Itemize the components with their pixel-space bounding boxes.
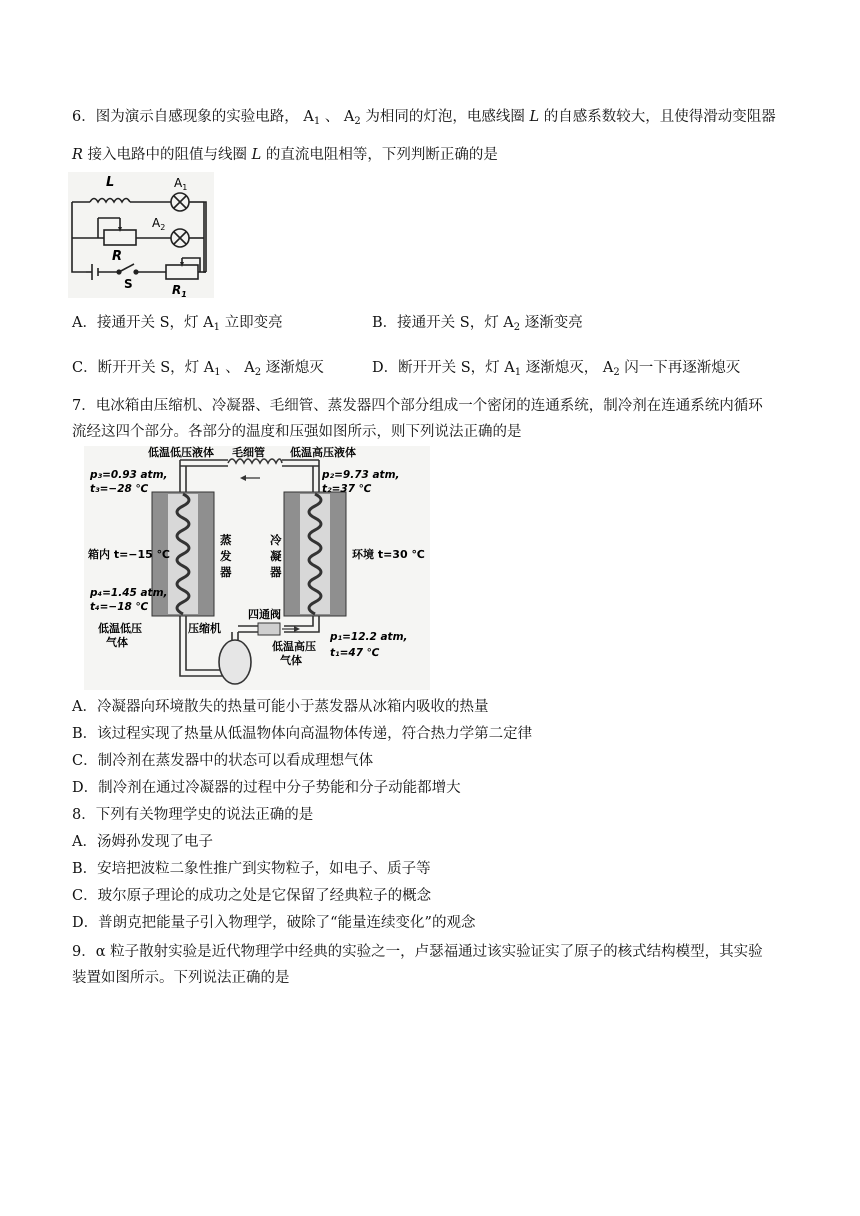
q7-option-d: D．制冷剂在通过冷凝器的过程中分子势能和分子动能都增大	[72, 780, 461, 796]
q7-label-p1: p₁=12.2 atm,	[330, 631, 408, 643]
q8-option-b: B．安培把波粒二象性推广到实物粒子，如电子、质子等	[72, 861, 431, 877]
q7-option-a: A．冷凝器向环境散失的热量可能小于蒸发器从冰箱内吸收的热量	[72, 699, 489, 715]
q9-stem-line1: 9．α 粒子散射实验是近代物理学中经典的实验之一，卢瑟福通过该实验证实了原子的核式结构模型，其实验	[72, 944, 763, 960]
q7-label-four-way-valve: 四通阀	[248, 608, 281, 621]
q7-label-inside: 箱内 t=−15 ℃	[88, 548, 170, 561]
q7-label-low-high-gas-2: 气体	[280, 654, 302, 667]
q7-label-evap-2: 发	[220, 549, 232, 563]
q7-label-p4: p₄=1.45 atm,	[90, 587, 168, 599]
q8-option-a: A．汤姆孙发现了电子	[72, 834, 213, 850]
q7-label-low-low-gas-1: 低温低压	[98, 622, 142, 635]
q6-fig-A2: $A_2$	[152, 216, 166, 232]
q7-label-low-high-liquid: 低温高压液体	[290, 446, 356, 459]
q6-option-c: C．断开开关 S，灯 $A_1$ 、 $A_2$ 逐渐熄灭	[72, 360, 324, 378]
q7-label-t1: t₁=47 ℃	[330, 647, 380, 659]
q6-option-b: B．接通开关 S，灯 $A_2$ 逐渐变亮	[372, 315, 583, 333]
q6-fig-S: S	[124, 277, 133, 291]
q7-label-cond-1: 冷	[270, 533, 282, 547]
q6-fig-A1: $A_1$	[174, 176, 188, 192]
q7-label-capillary: 毛细管	[232, 446, 265, 459]
q7-label-low-low-liquid: 低温低压液体	[148, 446, 214, 459]
q7-label-p2: p₂=9.73 atm,	[322, 469, 400, 481]
q6-stem-line1: 6．图为演示自感现象的实验电路， $A_1$ 、 $A_2$ 为相同的灯泡，电感线圈 L 的自感系数较大，且使得滑动变阻器	[72, 109, 776, 127]
q6-fig-R: R	[112, 249, 123, 264]
q7-label-evap-3: 器	[220, 565, 232, 579]
q7-refrigerator-diagram	[84, 446, 430, 690]
q6-fig-L: L	[106, 175, 115, 190]
q7-label-p3: p₃=0.93 atm,	[90, 469, 168, 481]
q7-label-low-low-gas-2: 气体	[106, 636, 128, 649]
q7-label-compressor: 压缩机	[188, 622, 221, 635]
q7-label-cond-3: 器	[270, 565, 282, 579]
q6-option-d: D．断开开关 S，灯 $A_1$ 逐渐熄灭， $A_2$ 闪一下再逐渐熄灭	[372, 360, 741, 378]
q7-option-b: B．该过程实现了热量从低温物体向高温物体传递，符合热力学第二定律	[72, 726, 533, 742]
q6-fig-R1: $R_1$	[172, 283, 187, 298]
q7-stem-line1: 7．电冰箱由压缩机、冷凝器、毛细管、蒸发器四个部分组成一个密闭的连通系统，制冷剂在连通系统内循环	[72, 398, 763, 414]
q7-label-env: 环境 t=30 ℃	[352, 548, 425, 561]
q7-label-t2: t₂=37 ℃	[322, 483, 372, 495]
q7-label-evap-1: 蒸	[220, 533, 232, 547]
q6-circuit-diagram	[68, 172, 214, 298]
q7-label-t4: t₄=−18 ℃	[90, 601, 149, 613]
q8-option-c: C．玻尔原子理论的成功之处是它保留了经典粒子的概念	[72, 888, 432, 904]
q9-stem-line2: 装置如图所示。下列说法正确的是	[72, 970, 290, 986]
q7-option-c: C．制冷剂在蒸发器中的状态可以看成理想气体	[72, 753, 374, 769]
q7-stem-line2: 流经这四个部分。各部分的温度和压强如图所示，则下列说法正确的是	[72, 424, 522, 440]
q7-label-t3: t₃=−28 ℃	[90, 483, 149, 495]
q6-stem-line2: R 接入电路中的阻值与线圈 L 的直流电阻相等，下列判断正确的是	[72, 147, 498, 163]
q8-option-d: D．普朗克把能量子引入物理学，破除了“能量连续变化”的观念	[72, 915, 476, 931]
q6-option-a: A．接通开关 S，灯 $A_1$ 立即变亮	[72, 315, 283, 333]
q7-label-low-high-gas-1: 低温高压	[272, 640, 316, 653]
q8-stem: 8．下列有关物理学史的说法正确的是	[72, 807, 314, 823]
q7-label-cond-2: 凝	[270, 549, 282, 563]
